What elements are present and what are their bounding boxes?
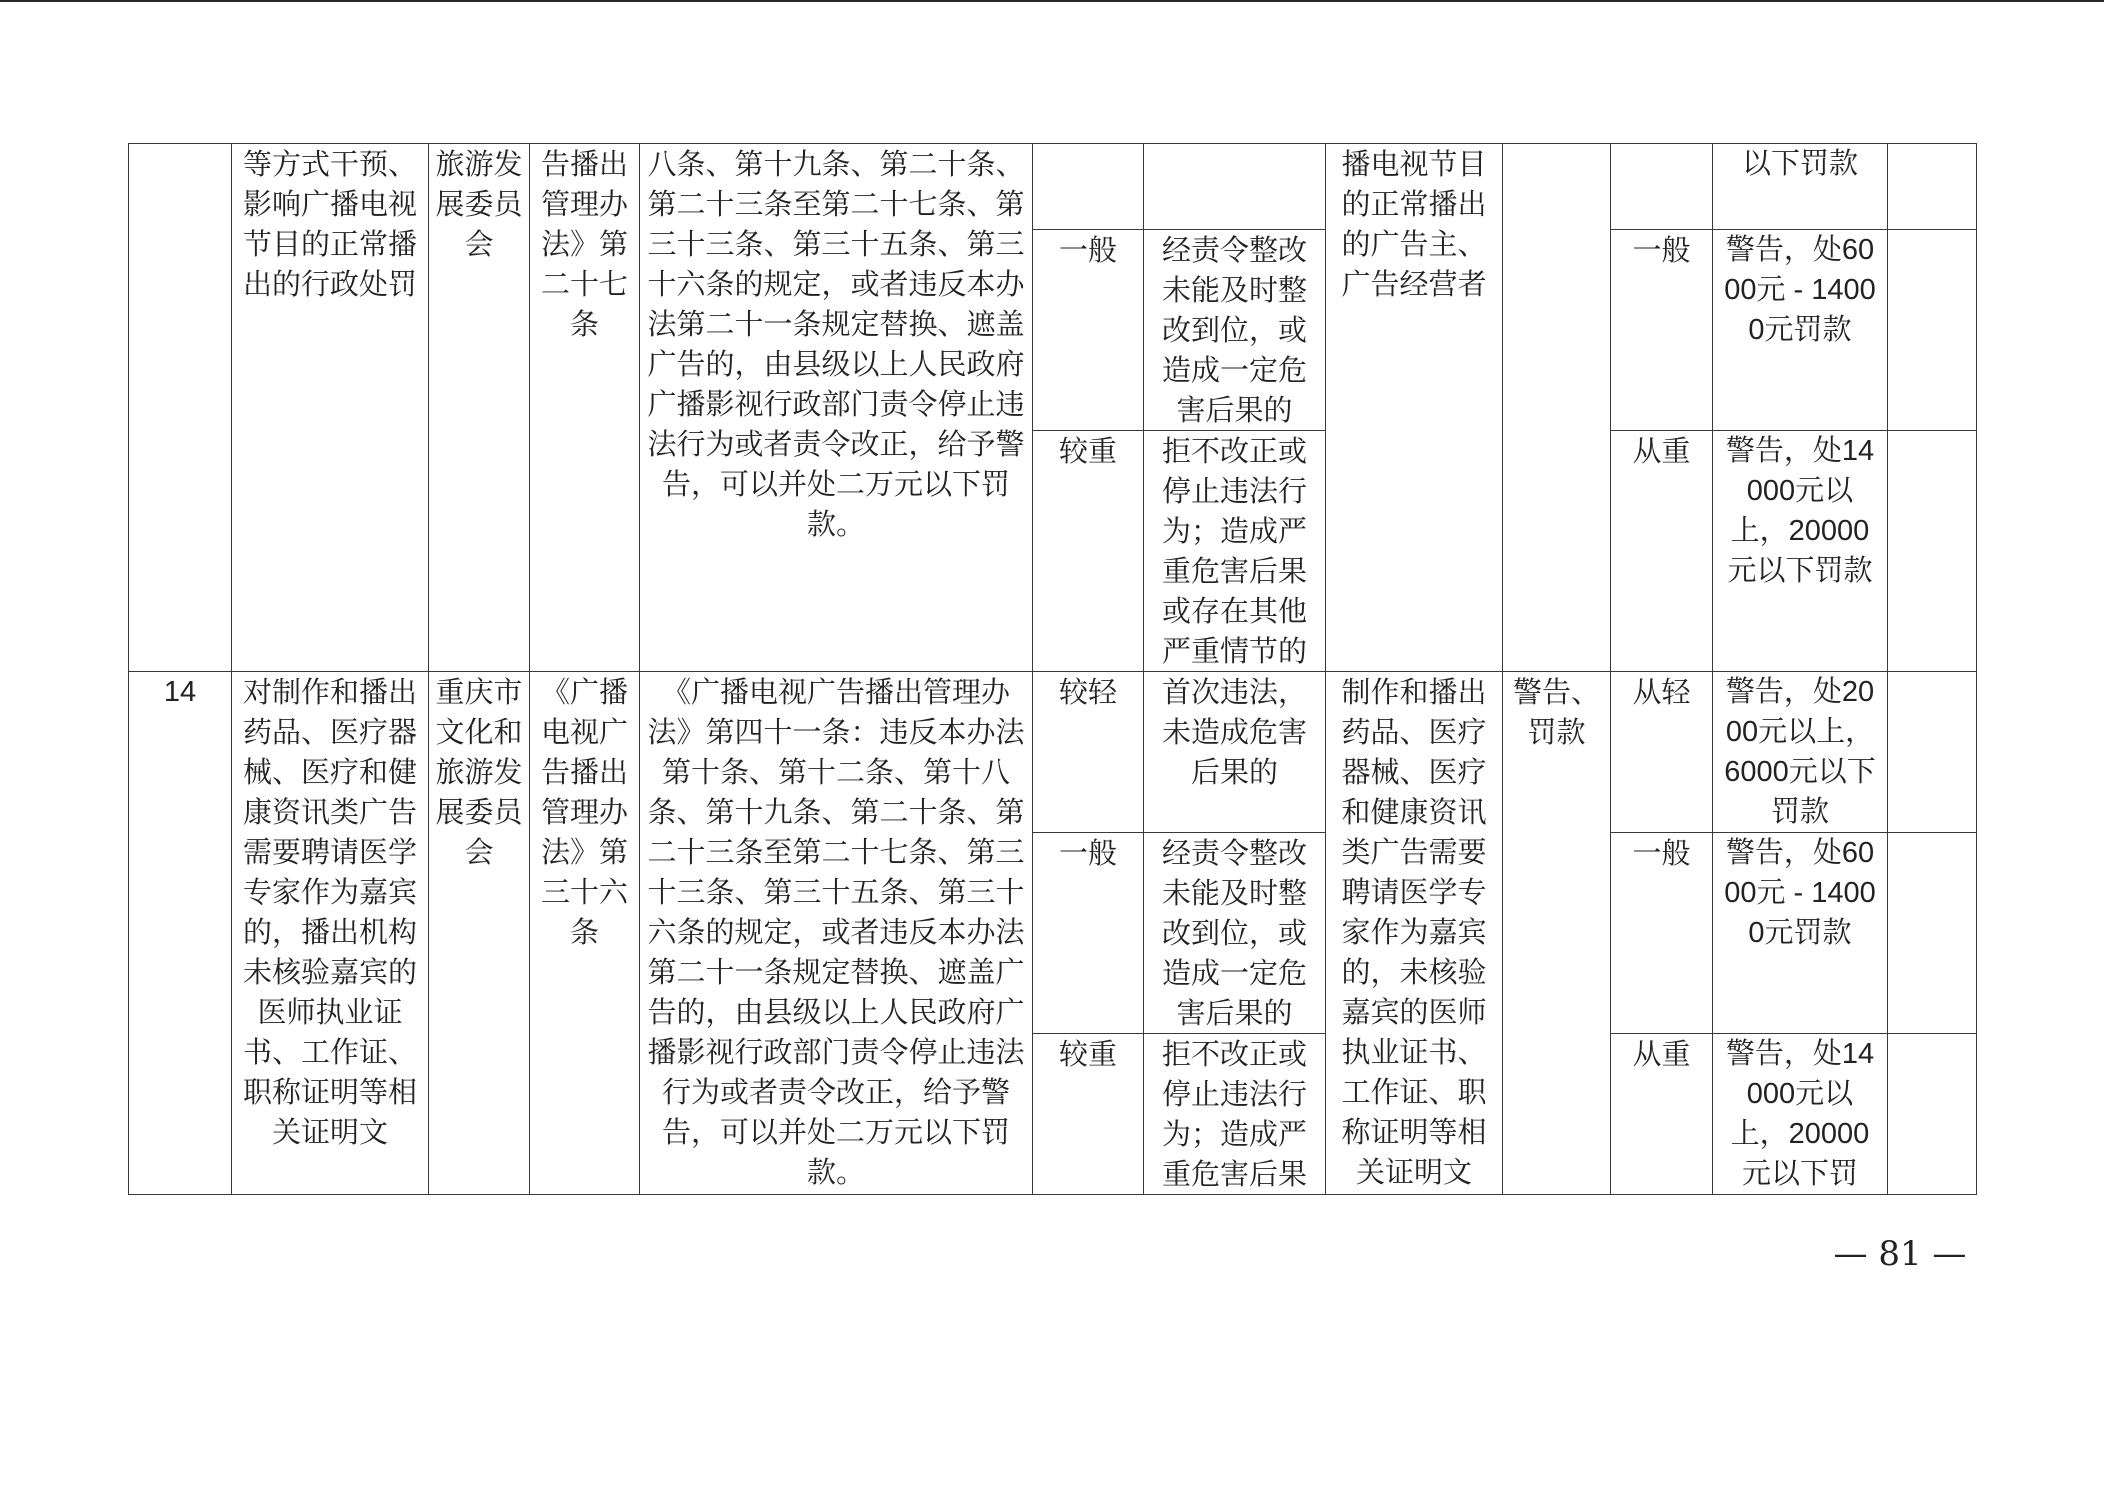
page-number: — 81 — — [1833, 1234, 1967, 1274]
level-cell: 一般 — [1033, 230, 1144, 431]
serial-cell — [129, 144, 232, 672]
subject-cell: 播电视节目的正常播出的广告主、广告经营者 — [1326, 144, 1503, 672]
item-name-cell: 等方式干预、影响广播电视节目的正常播出的行政处罚 — [232, 144, 429, 672]
level-cell: 较重 — [1033, 431, 1144, 672]
department-cell: 旅游发展委员会 — [429, 144, 530, 672]
circumstance-cell: 拒不改正或停止违法行为；造成严重危害后果 — [1144, 1034, 1326, 1195]
circumstance-cell: 拒不改正或停止违法行为；造成严重危害后果或存在其他严重情节的 — [1144, 431, 1326, 672]
legal-basis-cell: 《广播电视广告播出管理办法》第三十六条 — [530, 672, 640, 1195]
provision-cell: 八条、第十九条、第二十条、第二十三条至第二十七条、第三十三条、第三十五条、第三十六条的规定，或者违反本办法第二十一条规定替换、遮盖广告的，由县级以上人民政府广播影视行政部门责令停止违法行为或者责令改正，给予警告，可以并处二万元以下罚款。 — [640, 144, 1033, 672]
remark-cell — [1888, 833, 1977, 1034]
remark-cell — [1888, 144, 1977, 230]
degree-cell — [1611, 144, 1713, 230]
page-top-rule — [0, 0, 2104, 2]
remark-cell — [1888, 1034, 1977, 1195]
circumstance-cell: 经责令整改未能及时整改到位，或造成一定危害后果的 — [1144, 230, 1326, 431]
department-cell: 重庆市文化和旅游发展委员会 — [429, 672, 530, 1195]
item-name-cell: 对制作和播出药品、医疗器械、医疗和健康资讯类广告需要聘请医学专家作为嘉宾的，播出机构未核验嘉宾的医师执业证书、工作证、职称证明等相关证明文 — [232, 672, 429, 1195]
level-cell: 一般 — [1033, 833, 1144, 1034]
level-cell: 较轻 — [1033, 672, 1144, 833]
level-cell — [1033, 144, 1144, 230]
table-row — [129, 672, 1977, 833]
penalty-type-cell: 警告、罚款 — [1503, 672, 1611, 1195]
remark-cell — [1888, 431, 1977, 672]
level-cell: 较重 — [1033, 1034, 1144, 1195]
remark-cell — [1888, 672, 1977, 833]
degree-cell: 从轻 — [1611, 672, 1713, 833]
penalty-table — [128, 143, 1977, 1195]
standard-cell: 警告，处14000元以上，20000元以下罚 — [1713, 1034, 1888, 1195]
degree-cell: 从重 — [1611, 431, 1713, 672]
standard-cell: 警告，处6000元 - 14000元罚款 — [1713, 230, 1888, 431]
subject-cell: 制作和播出药品、医疗器械、医疗和健康资讯类广告需要聘请医学专家作为嘉宾的，未核验嘉宾的医师执业证书、工作证、职称证明等相关证明文 — [1326, 672, 1503, 1195]
provision-cell: 《广播电视广告播出管理办法》第四十一条：违反本办法第十条、第十二条、第十八条、第十九条、第二十条、第二十三条至第二十七条、第三十三条、第三十五条、第三十六条的规定，或者违反本办法第二十一条规定替换、遮盖广告的，由县级以上人民政府广播影视行政部门责令停止违法行为或者责令改正，给予警告，可以并处二万元以下罚款。 — [640, 672, 1033, 1195]
degree-cell: 一般 — [1611, 833, 1713, 1034]
degree-cell: 从重 — [1611, 1034, 1713, 1195]
standard-cell: 警告，处14000元以上，20000元以下罚款 — [1713, 431, 1888, 672]
remark-cell — [1888, 230, 1977, 431]
circumstance-cell: 经责令整改未能及时整改到位，或造成一定危害后果的 — [1144, 833, 1326, 1034]
penalty-type-cell — [1503, 144, 1611, 672]
standard-cell: 以下罚款 — [1713, 144, 1888, 230]
table-row — [129, 144, 1977, 230]
standard-cell: 警告，处6000元 - 14000元罚款 — [1713, 833, 1888, 1034]
degree-cell: 一般 — [1611, 230, 1713, 431]
standard-cell: 警告，处2000元以上，6000元以下罚款 — [1713, 672, 1888, 833]
circumstance-cell — [1144, 144, 1326, 230]
legal-basis-cell: 告播出管理办法》第二十七条 — [530, 144, 640, 672]
circumstance-cell: 首次违法，未造成危害后果的 — [1144, 672, 1326, 833]
serial-cell: 14 — [129, 672, 232, 1195]
